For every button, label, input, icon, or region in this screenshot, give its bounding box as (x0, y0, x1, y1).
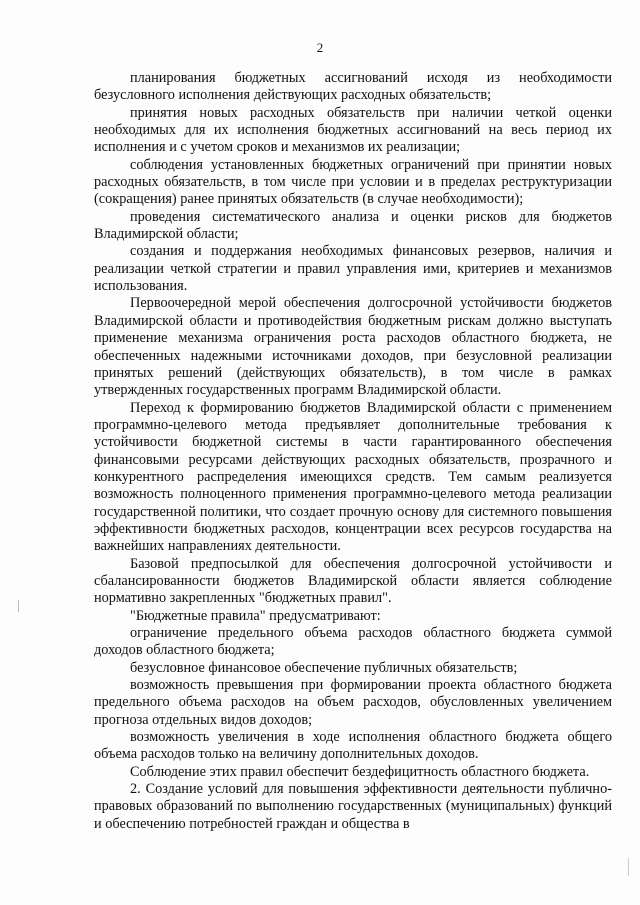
document-body (94, 70, 612, 833)
scan-margin-mark (628, 858, 629, 876)
paragraph: Первоочередной мерой обеспечения долгосрочной устойчивости бюджетов Владимирской области и противодействия бюджетным рискам должно выступать применение механизма ограничения роста расходов областного бюджета, не обеспеченных надежными источниками доходов, при безусловной реализации принятых решений (действующих обязательств), в том числе в рамках утвержденных государственных программ Владимирской области. (94, 295, 612, 399)
paragraph: проведения систематического анализа и оценки рисков для бюджетов Владимирской области; (94, 208, 612, 243)
paragraph: возможность превышения при формировании проекта областного бюджета предельного объема расходов на объем расходов, обусловленных увеличением прогноза отдельных видов доходов; (94, 677, 612, 728)
paragraph: создания и поддержания необходимых финансовых резервов, наличия и реализации четкой стратегии и правил управления ими, критериев и механизмов использования. (94, 243, 612, 295)
paragraph: планирования бюджетных ассигнований исходя из необходимости безусловного исполнения действующих расходных обязательств; (94, 70, 612, 104)
paragraph: Переход к формированию бюджетов Владимирской области с применением программно-целевого метода предъявляет дополнительные требования к устойчивости бюджетной системы в части гарантированного обеспечения финансовыми ресурсами действующих расходных обязательств, прозрачного и конкурентного распределения имеющихся средств. Тем самым реализуется возможность полноценного применения программно-целевого метода реализации государственной политики, что создает прочную основу для системного повышения эффективности бюджетных расходов, концентрации всех ресурсов государства на важнейших направлениях деятельности. (94, 399, 612, 555)
scan-margin-mark (18, 600, 19, 612)
paragraph: соблюдения установленных бюджетных ограничений при принятии новых расходных обязательств, в том числе при условии и в пределах реструктуризации (сокращения) ранее принятых обязательств (в случае необходимости); (94, 156, 612, 208)
paragraph: 2. Создание условий для повышения эффективности деятельности публично-правовых образований по выполнению государственных (муниципальных) функций и обеспечению потребностей граждан и общества в (94, 781, 612, 832)
paragraph: Соблюдение этих правил обеспечит бездефицитность областного бюджета. (130, 763, 590, 780)
paragraph: возможность увеличения в ходе исполнения областного бюджета общего объема расходов только на величину дополнительных доходов. (94, 729, 612, 763)
paragraph: "Бюджетные правила" предусматривают: (130, 607, 381, 624)
paragraph: Базовой предпосылкой для обеспечения долгосрочной устойчивости и сбалансированности бюджетов Владимирской области является соблюдение нормативно закрепленных "бюджетных правил". (94, 555, 612, 607)
paragraph: безусловное финансовое обеспечение публичных обязательств; (130, 659, 518, 676)
paragraph: принятия новых расходных обязательств при наличии четкой оценки необходимых для их исполнения бюджетных ассигнований на весь период их исполнения и с учетом сроков и механизмов их реализации; (94, 104, 612, 156)
page-number: 2 (316, 40, 324, 55)
paragraph: ограничение предельного объема расходов областного бюджета суммой доходов областного бюджета; (94, 625, 612, 659)
